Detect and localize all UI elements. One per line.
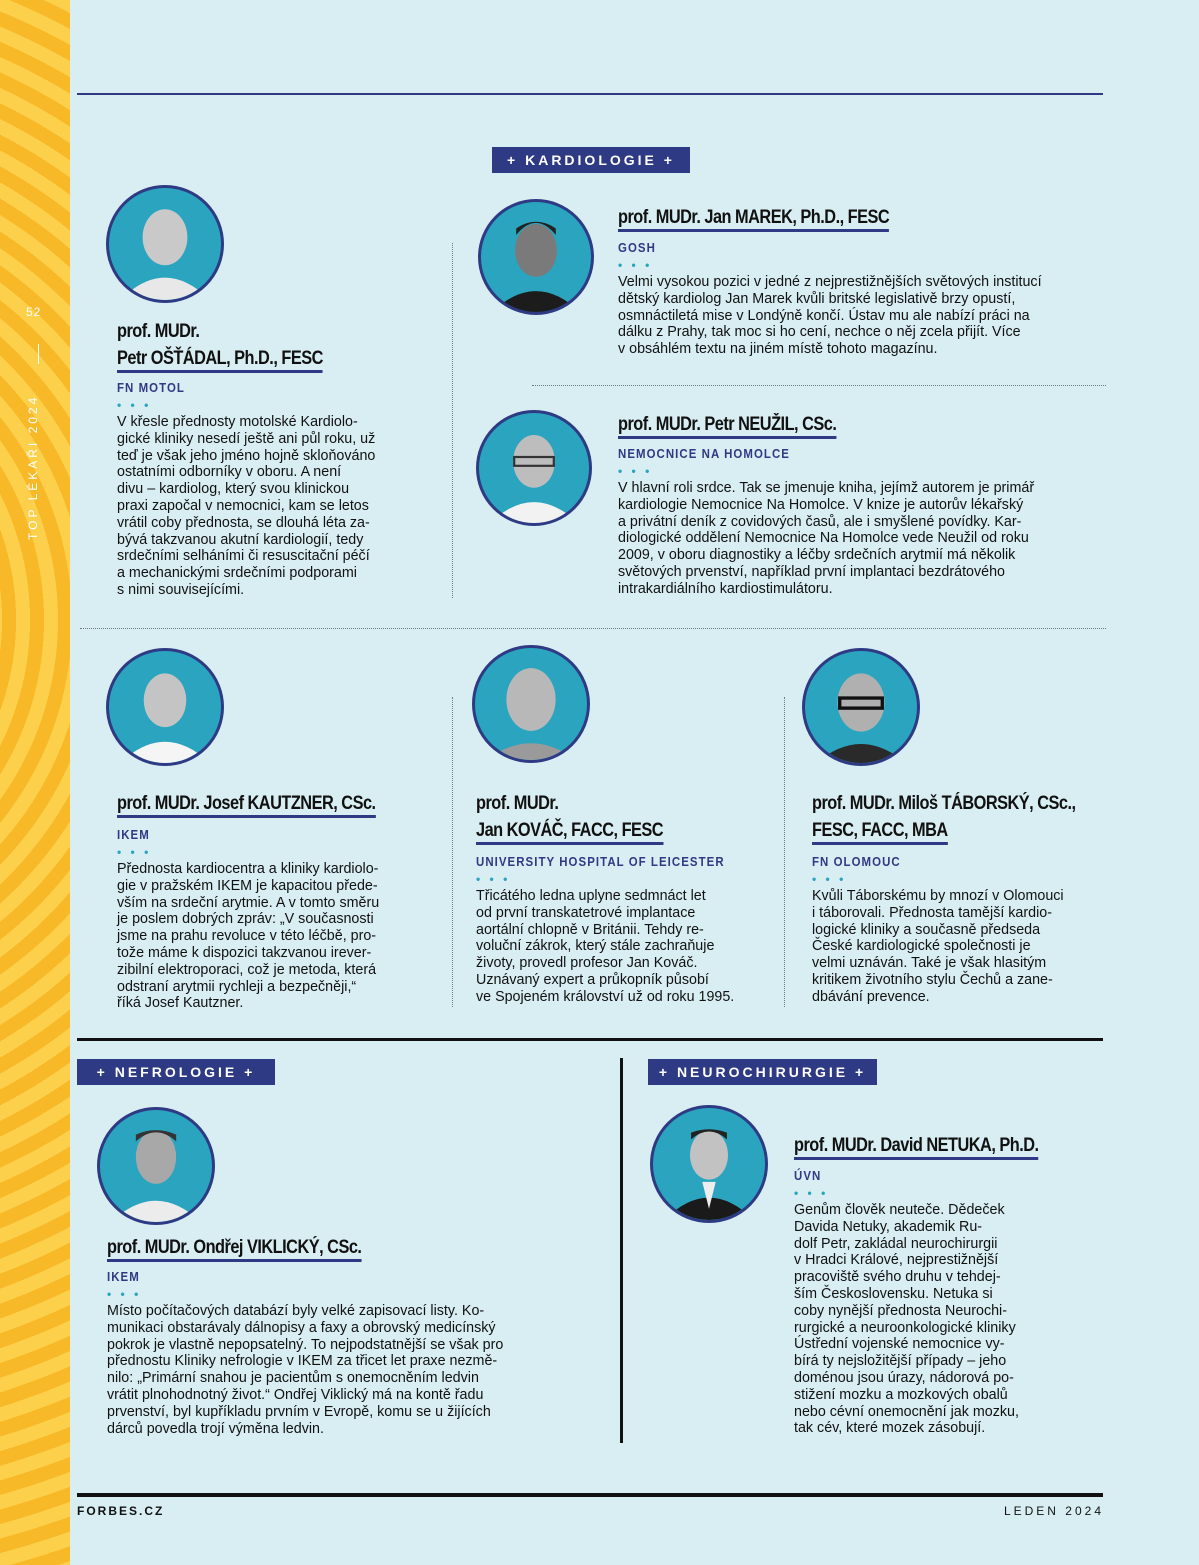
magazine-section-title: TOP LÉKAŘI 2024	[26, 394, 40, 540]
footer-rule	[77, 1493, 1103, 1497]
doctor-name: prof. MUDr. Petr OŠŤÁDAL, Ph.D., FESC	[117, 318, 341, 372]
institution: ÚVN	[794, 1168, 822, 1183]
row-divider	[532, 385, 1106, 386]
person-icon	[653, 1108, 765, 1220]
footer-issue: LEDEN 2024	[1003, 1504, 1104, 1518]
top-rule	[77, 93, 1103, 95]
institution: NEMOCNICE NA HOMOLCE	[618, 446, 790, 461]
section-tag-nefrologie: + NEFROLOGIE +	[77, 1059, 275, 1085]
column-divider	[452, 243, 453, 598]
portrait-ostadal	[106, 185, 224, 303]
person-icon	[109, 651, 221, 763]
doctor-name: prof. MUDr. Jan MAREK, Ph.D., FESC	[618, 204, 1065, 231]
portrait-taborsky	[802, 648, 920, 766]
doctor-description: Genům člověk neuteče. Dědeček Davida Netuky, akademik Ru- dolf Petr, zakládal neurochirurgii v Hradci Králové, nejprestižnější pracoviště svého druhu v tehdej- ším Československu. Netuka si coby nynější přednosta Neurochi- rurgické a neuroonkologické kliniky Ústřední vojenské nemocnice vy- bírá ty nejsložitější případy – jeho doménou jsou úrazy, nádorová po- stižení mozku a mozkových obalů nebo cévní onemocnění jak mozku, tak cév, které mozek zásobují.	[794, 1202, 1019, 1437]
side-divider	[38, 344, 39, 364]
person-icon	[479, 413, 589, 523]
dot-separator: • • •	[117, 398, 152, 412]
doctor-description: Třicátého ledna uplyne sedmnáct let od první transkatetrové implantace aortální chlopně v Británii. Tehdy re- voluční zákrok, který stále zachraňuje životy, provedl profesor Jan Kováč. Uznávaný expert a průkopník působí ve Spojeném království už od roku 1995.	[476, 888, 735, 1005]
dot-separator: • • •	[476, 872, 511, 886]
section-rule	[77, 1038, 1103, 1041]
doctor-name: prof. MUDr. Josef KAUTZNER, CSc.	[117, 790, 409, 817]
dot-separator: • • •	[794, 1186, 829, 1200]
person-icon	[481, 202, 591, 312]
doctor-name: prof. MUDr. Jan KOVÁČ, FACC, FESC	[476, 790, 768, 844]
doctor-description: Velmi vysokou pozici v jedné z nejprestižnějších světových institucí dětský kardiolog Jan Marek kvůli britské legislativě brzy opustí, osmnáctiletá mise v Londýně končí. Ústav mu ale nabízí práci na dálku z Prahy, tak moc si ho cení, nechce o něj zcela přijít. Více v obsáhlém textu na jiném místě tohoto magazínu.	[618, 274, 1042, 358]
dot-separator: • • •	[107, 1287, 142, 1301]
doctor-description: Přednosta kardiocentra a kliniky kardiolo- gie v pražském IKEM je kapacitou přede- vším na srdeční arytmie. A v tomto směru je poslem dobrých zpráv: „V současnosti jsme na prahu revoluce v této léčbě, pro- tože máme k dispozici takzvanou irever- zibilní elektroporaci, což je metoda, která odstraní arytmii rychleji a bezpečněji,“ říká Josef Kautzner.	[117, 861, 380, 1012]
section-tag-kardiologie: + KARDIOLOGIE +	[492, 147, 690, 173]
person-icon	[100, 1110, 212, 1222]
institution: FN MOTOL	[117, 380, 185, 395]
section-column-divider	[620, 1058, 623, 1443]
portrait-netuka	[650, 1105, 768, 1223]
dot-separator: • • •	[618, 258, 653, 272]
doctor-name: prof. MUDr. Miloš TÁBORSKÝ, CSc., FESC, FACC, MBA	[812, 790, 1104, 844]
doctor-description: V hlavní roli srdce. Tak se jmenuje kniha, jejímž autorem je primář kardiologie Nemocnice Na Homolce. V knize je autorův lékařský a privátní deník z covidových časů, ale i smyšlené povídky. Kar- diologické oddělení Nemocnice Na Homolce vede Neužil od roku 2009, v oboru diagnostiky a léčby srdečních arytmií má několik světových prvenství, například první implantaci bezdrátového intrakardiálního kardiostimulátoru.	[618, 480, 1035, 597]
doctor-description: V křesle přednosty motolské Kardiolo- gické kliniky nesedí ještě ani půl roku, už teď je však jeho jméno hojně skloňováno ostatními odborníky v oboru. A není divu – kardiolog, který svou klinickou praxi započal v nemocnici, kam se letos vrátil coby přednosta, se dlouhá léta za- bývá takzvanou akutní kardiologií, tedy srdečními selháními či resuscitační péčí a mechanickými srdečními podporami s nimi souvisejícími.	[117, 414, 376, 598]
row-divider	[80, 628, 1106, 629]
page-number: 52	[26, 305, 42, 319]
doctor-name: prof. MUDr. Ondřej VIKLICKÝ, CSc.	[107, 1234, 434, 1261]
person-icon	[475, 648, 587, 760]
institution: GOSH	[618, 240, 656, 255]
column-divider	[784, 697, 785, 1007]
portrait-viklicky	[97, 1107, 215, 1225]
person-icon	[805, 651, 917, 763]
portrait-marek	[478, 199, 594, 315]
doctor-name: prof. MUDr. Petr NEUŽIL, CSc.	[618, 411, 1065, 438]
section-tag-neurochirurgie: + NEUROCHIRURGIE +	[648, 1059, 877, 1085]
dot-separator: • • •	[117, 845, 152, 859]
institution: UNIVERSITY HOSPITAL OF LEICESTER	[476, 854, 725, 869]
dot-separator: • • •	[618, 464, 653, 478]
institution: IKEM	[117, 827, 150, 842]
dot-separator: • • •	[812, 872, 847, 886]
doctor-description: Kvůli Táborskému by mnozí v Olomouci i táborovali. Přednosta tamější kardio- logické kliniky a současně předseda České kardiologické společnosti je velmi uznáván. Také je však hlasitým kritikem životního stylu Čechů a zane- dbávání prevence.	[812, 888, 1064, 1005]
doctor-name: prof. MUDr. David NETUKA, Ph.D.	[794, 1132, 1086, 1159]
institution: IKEM	[107, 1269, 140, 1284]
portrait-neuzil	[476, 410, 592, 526]
doctor-description: Místo počítačových databází byly velké zapisovací listy. Ko- munikaci obstarávaly dálnopisy a faxy a obrovský medicínský pokrok je vlastně nepopsatelný. To nejpodstatnější se však pro přednostu Kliniky nefrologie v IKEM za třicet let praxe nezmě- nilo: „Primární snahou je pacientům s onemocněním ledvin vrátit plnohodnotný život.“ Ondřej Viklický má na kontě řadu prvenství, byl kupříkladu prvním v Evropě, komu se u žijících dárců povedla trojí výměna ledvin.	[107, 1303, 504, 1437]
decorative-side-stripe	[0, 0, 70, 1565]
person-icon	[109, 188, 221, 300]
institution: FN OLOMOUC	[812, 854, 901, 869]
column-divider	[452, 697, 453, 1007]
portrait-kovac	[472, 645, 590, 763]
footer-site: FORBES.CZ	[77, 1504, 165, 1518]
portrait-kautzner	[106, 648, 224, 766]
